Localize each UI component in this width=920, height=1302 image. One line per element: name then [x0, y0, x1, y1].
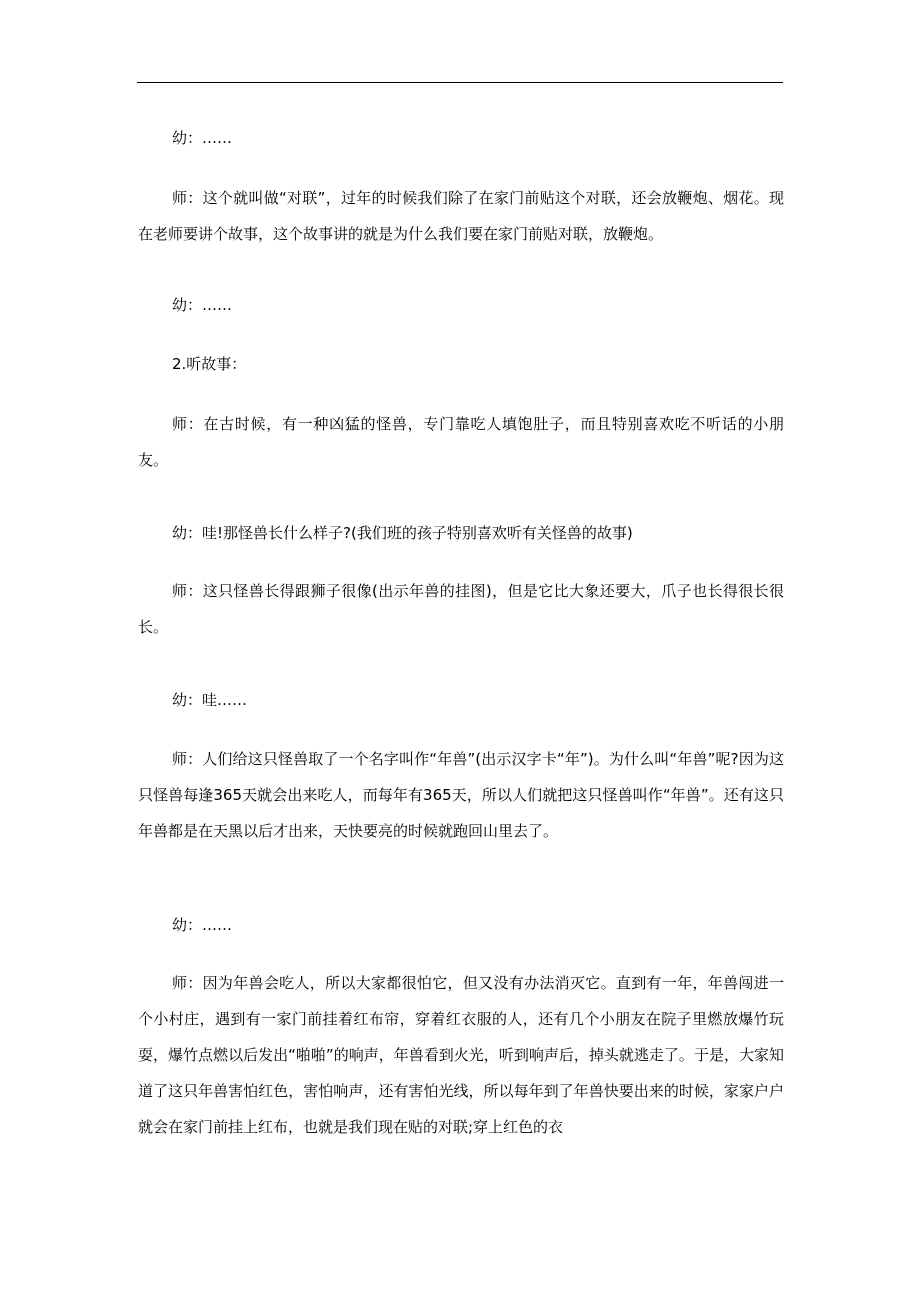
header-rule	[137, 82, 783, 83]
paragraph-10: 幼：……	[172, 916, 233, 934]
paragraph-7: 师：这只怪兽长得跟狮子很像(出示年兽的挂图)，但是它比大象还要大，爪子也长得很长很长。	[138, 582, 784, 636]
paragraph-1: 幼：……	[172, 129, 233, 147]
paragraph-6: 幼：哇!那怪兽长什么样子?(我们班的孩子特别喜欢听有关怪兽的故事)	[172, 524, 633, 542]
paragraph-4: 2.听故事：	[172, 355, 247, 373]
paragraph-3: 幼：……	[172, 296, 233, 314]
paragraph-2: 师：这个就叫做“对联”，过年的时候我们除了在家门前贴这个对联，还会放鞭炮、烟花。现在老师要讲个故事，这个故事讲的就是为什么我们要在家门前贴对联，放鞭炮。	[138, 189, 784, 243]
paragraph-9: 师：人们给这只怪兽取了一个名字叫作“年兽”(出示汉字卡“年”)。为什么叫“年兽”呢?因为这只怪兽每逢365天就会出来吃人，而每年有365天，所以人们就把这只怪兽叫作“年兽”。还有这只年兽都是在天黑以后才出来，天快要亮的时候就跑回山里去了。	[138, 750, 784, 840]
paragraph-8: 幼：哇……	[172, 691, 248, 709]
paragraph-5: 师：在古时候，有一种凶猛的怪兽，专门靠吃人填饱肚子，而且特别喜欢吃不听话的小朋友。	[138, 415, 784, 469]
paragraph-11: 师：因为年兽会吃人，所以大家都很怕它，但又没有办法消灭它。直到有一年，年兽闯进一个小村庄，遇到有一家门前挂着红布帘，穿着红衣服的人，还有几个小朋友在院子里燃放爆竹玩耍，爆竹点燃以后发出“啪啪”的响声，年兽看到火光，听到响声后，掉头就逃走了。于是，大家知道了这只年兽害怕红色，害怕响声，还有害怕光线，所以每年到了年兽快要出来的时候，家家户户就会在家门前挂上红布，也就是我们现在贴的对联;穿上红色的衣	[138, 974, 784, 1136]
